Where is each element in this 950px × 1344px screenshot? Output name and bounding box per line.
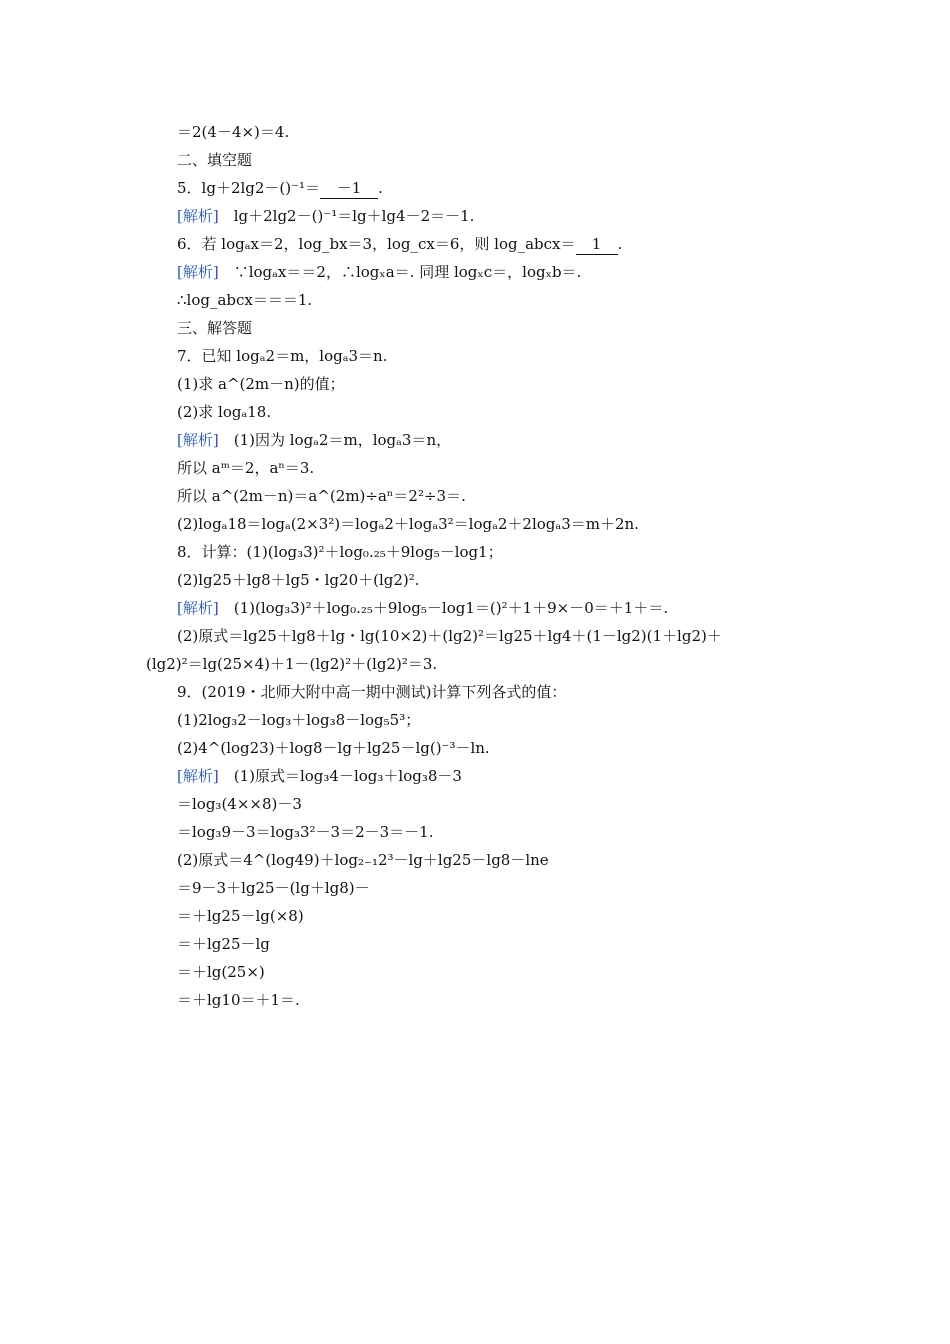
text-line: 所以 a^(2m－n)＝a^(2m)÷aⁿ＝2²÷3＝. (177, 487, 466, 505)
section-heading: 三、解答题 (177, 319, 253, 337)
question-9: 9．(2019・北师大附中高一期中测试)计算下列各式的值： (177, 683, 567, 701)
question-8: 8．计算：(1)(log₃3)²＋log₀.₂₅＋9log₅－log1； (177, 543, 503, 561)
analysis-line: [解析] (1)原式＝log₃4－log₃＋log₃8－3 (177, 767, 462, 785)
analysis-tag: [解析] (177, 263, 219, 281)
analysis-line: [解析] (1)(log₃3)²＋log₀.₂₅＋9log₅－log1＝()²＋1＋9×－0＝＋1＋＝. (177, 599, 669, 617)
analysis-line: [解析] ∵logₐx＝＝2，∴logₓa＝. 同理 logₓc＝，logₓb＝. (177, 263, 582, 281)
analysis-tag: [解析] (177, 767, 219, 785)
text-line: 所以 aᵐ＝2，aⁿ＝3. (177, 459, 315, 477)
text-line: ＝2(4－4×)＝4. (177, 123, 290, 141)
text-line: (1)2log₃2－log₃＋log₃8－log₅5³； (177, 711, 421, 729)
analysis-tag: [解析] (177, 207, 219, 225)
text-line: ＝＋lg10＝＋1＝. (177, 991, 300, 1009)
text-line: (lg2)²＝lg(25×4)＋1－(lg2)²＋(lg2)²＝3. (146, 655, 438, 673)
question-5: 5．lg＋2lg2－()⁻¹＝ －1 . (177, 179, 383, 197)
question-7: 7．已知 logₐ2＝m，logₐ3＝n. (177, 347, 388, 365)
text-line: (2)4^(log23)＋log8－lg＋lg25－lg()⁻³－ln. (177, 739, 490, 757)
text-line: ∴log_abcx＝＝＝1. (177, 291, 313, 309)
analysis-tag: [解析] (177, 431, 219, 449)
question-6: 6．若 logₐx＝2，log_bx＝3，log_cx＝6，则 log_abcx＝ 1 . (177, 235, 623, 253)
text-line: (2)原式＝4^(log49)＋log₂₋₁2³－lg＋lg25－lg8－lne (177, 851, 549, 869)
analysis-line: [解析] (1)因为 logₐ2＝m，logₐ3＝n， (177, 431, 452, 449)
text-line: ＝log₃(4××8)－3 (177, 795, 302, 813)
answer-blank: 1 (576, 234, 618, 255)
text-line: (2)原式＝lg25＋lg8＋lg・lg(10×2)＋(lg2)²＝lg25＋lg4＋(1－lg2)(1＋lg2)＋ (177, 627, 722, 645)
text-line: ＝＋lg25－lg (177, 935, 270, 953)
text-line: ＝＋lg25－lg(×8) (177, 907, 304, 925)
text-line: (2)求 logₐ18. (177, 403, 272, 421)
text-line: ＝log₃9－3＝log₃3²－3＝2－3＝－1. (177, 823, 434, 841)
section-heading: 二、填空题 (177, 151, 253, 169)
text-line: ＝9－3＋lg25－(lg＋lg8)－ (177, 879, 370, 897)
text-line: ＝＋lg(25×) (177, 963, 265, 981)
analysis-tag: [解析] (177, 599, 219, 617)
answer-blank: －1 (320, 178, 378, 199)
text-line: (2)logₐ18＝logₐ(2×3²)＝logₐ2＋logₐ3²＝logₐ2＋2logₐ3＝m＋2n. (177, 515, 639, 533)
text-line: (1)求 a^(2m－n)的值； (177, 375, 345, 393)
analysis-line: [解析] lg＋2lg2－()⁻¹＝lg＋lg4－2＝－1. (177, 207, 475, 225)
text-line: (2)lg25＋lg8＋lg5・lg20＋(lg2)². (177, 571, 420, 589)
